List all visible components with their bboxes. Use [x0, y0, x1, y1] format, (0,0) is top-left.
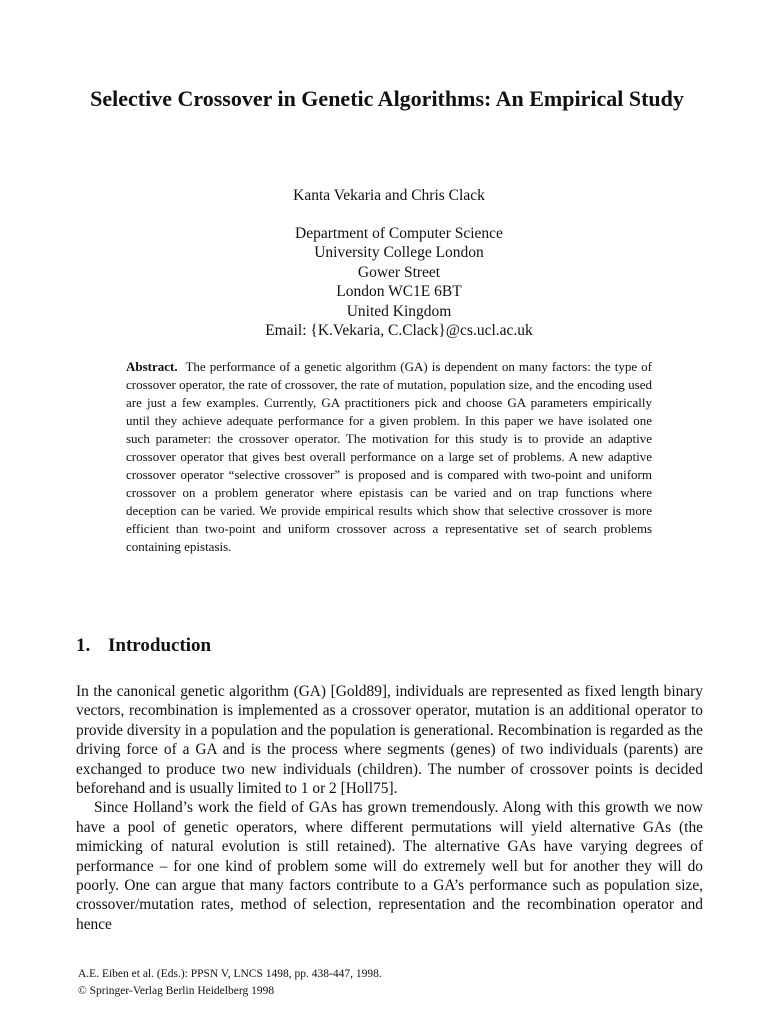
paper-authors: Kanta Vekaria and Chris Clack [293, 187, 485, 204]
affiliation-email: Email: {K.Vekaria, C.Clack}@cs.ucl.ac.uk [265, 322, 533, 340]
section-number: 1. [76, 635, 91, 656]
section-heading [76, 634, 211, 658]
abstract-label: Abstract. [126, 359, 178, 374]
page-footer [78, 966, 382, 1000]
abstract [126, 358, 652, 556]
body-paragraph: Since Holland’s work the field of GAs has grown tremendously. Along with this growth we now have a pool of genetic operators, where different permutations will yield alternative GAs (the mimicking of natural evolution is still retained). The alternative GAs have varying degrees of performance – for one kind of problem some will do extremely well but for another they will do poorly. One can argue that many factors contribute to a GA’s performance such as population size, crossover/mutation rates, method of selection, representation and the recombination operator and hence [76, 799, 703, 933]
paper-title: Selective Crossover in Genetic Algorithms: An Empirical Study [90, 86, 684, 111]
affiliation-university: University College London [314, 244, 484, 262]
section-body [76, 682, 703, 934]
body-paragraph: In the canonical genetic algorithm (GA) [Gold89], individuals are represented as fixed length binary vectors, recombination is implemented as a crossover operator, mutation is an additional operator to provide diversity in a population and the population is generational. Recombination is regarded as the driving force of a GA and is the process where segments (genes) of two individuals (parents) are exchanged to produce two new individuals (children). The number of crossover points is decided beforehand and is usually limited to 1 or 2 [Holl75]. [76, 683, 703, 798]
abstract-text: The performance of a genetic algorithm (GA) is dependent on many factors: the type of crossover operator, the rate of crossover, the rate of mutation, population size, and the encoding used are just a few examples. Currently, GA practitioners pick and choose GA parameters empirically until they achieve adequate performance for a given problem. In this paper we have isolated one such parameter: the crossover operator. The motivation for this study is to provide an adaptive crossover operator that gives best overall performance on a large set of problems. A new adaptive crossover operator “selective crossover” is proposed and is compared with two-point and uniform crossover on a problem generator where epistasis can be varied and on trap functions where deception can be varied. We provide empirical results which show that selective crossover is more efficient than two-point and uniform crossover across a representative set of search problems containing epistasis. [126, 359, 653, 554]
footer-citation: A.E. Eiben et al. (Eds.): PPSN V, LNCS 1498, pp. 438-447, 1998. [78, 968, 382, 980]
footer-copyright: © Springer-Verlag Berlin Heidelberg 1998 [78, 985, 275, 997]
affiliation-country: United Kingdom [346, 302, 452, 320]
affiliation-street: Gower Street [357, 263, 441, 281]
author-affiliation [0, 224, 768, 340]
section-title: Introduction [108, 635, 212, 656]
affiliation-city: London WC1E 6BT [336, 283, 462, 301]
affiliation-department: Department of Computer Science [295, 225, 503, 242]
